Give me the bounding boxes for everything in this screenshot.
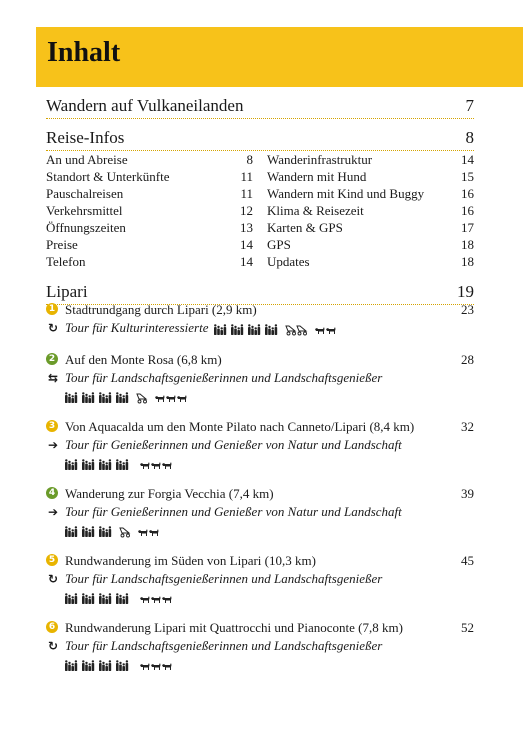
- tour-description: Tour für Landschaftsgenießerinnen und Landschaftsgenießer: [65, 571, 383, 586]
- tour-number-badge: 2: [46, 353, 58, 365]
- family-icon: [82, 392, 94, 403]
- family-icon: [65, 660, 77, 671]
- toc-entry[interactable]: [46, 185, 253, 202]
- family-icon: [99, 526, 111, 537]
- toc-entry-page: 11: [240, 186, 253, 201]
- toc-entry-page: 12: [240, 203, 253, 218]
- buggy-icon: [286, 326, 296, 335]
- toc-section-reise-infos[interactable]: [46, 128, 474, 148]
- dog-icon: [155, 395, 165, 402]
- dog-icon: [166, 395, 176, 402]
- toc-entry[interactable]: [267, 168, 474, 185]
- toc-entry[interactable]: [46, 236, 253, 253]
- rating: [65, 388, 191, 405]
- dog-icon: [138, 529, 148, 536]
- difficulty-rating-icons: [65, 658, 173, 673]
- family-icon: [99, 392, 111, 403]
- toc-entry-label: Wandern mit Hund: [267, 169, 367, 184]
- tour-title: Rundwanderung im Süden von Lipari (10,3 km): [65, 553, 316, 568]
- tour-title: Rundwanderung Lipari mit Quattrocchi und Pianoconte (7,8 km): [65, 620, 403, 635]
- toc-section-wandern[interactable]: [46, 96, 474, 116]
- rating-inline: [214, 320, 340, 335]
- toc-entry[interactable]: [46, 151, 253, 168]
- loop-icon: ↻: [47, 321, 59, 335]
- tour-description-row: [46, 570, 474, 588]
- tour-page: 52: [461, 620, 474, 635]
- family-icon: [214, 324, 226, 335]
- tour-description-wrap: [65, 319, 340, 337]
- toc-entry-label: Verkehrsmittel: [46, 203, 123, 218]
- tour-title-row: [46, 301, 474, 318]
- tour-rating-row: [46, 455, 474, 471]
- tour-description-wrap: [65, 570, 382, 588]
- rating: [65, 522, 163, 539]
- toc-entry-page: 14: [240, 254, 253, 269]
- toc-entry-page: 17: [461, 220, 474, 235]
- page-title: Inhalt: [47, 37, 121, 68]
- tour-description: Tour für Genießerinnen und Genießer von Natur und Landschaft: [65, 504, 402, 519]
- tour-number-badge: 3: [46, 420, 58, 432]
- section-page: 7: [465, 96, 474, 115]
- dog-icon: [151, 462, 161, 469]
- tour-rating-row: [46, 388, 474, 404]
- toc-entry-page: 14: [240, 237, 253, 252]
- toc-entry-label: Standort & Unterkünfte: [46, 169, 170, 184]
- toc-entry[interactable]: [267, 219, 474, 236]
- tour-number-badge: 1: [46, 303, 58, 315]
- section-page: 8: [465, 128, 474, 147]
- toc-entry-label: Preise: [46, 237, 78, 252]
- toc-entry-page: 11: [240, 169, 253, 184]
- tour-entry[interactable]: [46, 552, 474, 605]
- toc-entry-page: 15: [461, 169, 474, 184]
- toc-entry-page: 13: [240, 220, 253, 235]
- dog-icon: [140, 462, 150, 469]
- toc-entry-page: 18: [461, 254, 474, 269]
- section-label: Wandern auf Vulkaneilanden: [46, 96, 244, 115]
- tour-description-row: [46, 637, 474, 655]
- tour-description-wrap: [65, 503, 402, 521]
- toc-entry[interactable]: [46, 168, 253, 185]
- toc-entry-page: 8: [246, 152, 253, 167]
- dog-icon: [151, 663, 161, 670]
- toc-entry-page: 18: [461, 237, 474, 252]
- tour-title-row: [46, 418, 474, 435]
- toc-entry-label: Klima & Reisezeit: [267, 203, 364, 218]
- section-label: Lipari: [46, 282, 88, 301]
- chapter-header: [36, 27, 523, 87]
- tour-description: Tour für Landschaftsgenießerinnen und Landschaftsgenießer: [65, 370, 383, 385]
- tour-number-badge: 6: [46, 621, 58, 633]
- tour-title: Auf den Monte Rosa (6,8 km): [65, 352, 222, 367]
- dog-icon: [177, 395, 187, 402]
- tour-title: Stadtrundgang durch Lipari (2,9 km): [65, 302, 257, 317]
- tour-page: 45: [461, 553, 474, 568]
- toc-entry-label: Telefon: [46, 254, 86, 269]
- toc-entry[interactable]: [267, 185, 474, 202]
- tour-description: Tour für Genießerinnen und Genießer von Natur und Landschaft: [65, 437, 402, 452]
- tour-description-row: [46, 436, 474, 454]
- tour-rating-row: [46, 522, 474, 538]
- tour-title-row: [46, 619, 474, 636]
- family-icon: [248, 324, 260, 335]
- one-way-icon: ➔: [47, 505, 59, 519]
- reise-infos-left-column: [46, 151, 253, 270]
- family-icon: [82, 459, 94, 470]
- toc-entry[interactable]: [46, 253, 253, 270]
- tour-rating-row: [46, 656, 474, 672]
- tour-number-badge: 5: [46, 554, 58, 566]
- dog-icon: [162, 663, 172, 670]
- family-icon: [116, 459, 128, 470]
- tour-page: 39: [461, 486, 474, 501]
- family-icon: [116, 660, 128, 671]
- tour-entry[interactable]: [46, 301, 474, 337]
- dog-icon: [326, 327, 336, 334]
- family-icon: [82, 593, 94, 604]
- buggy-icon: [120, 528, 130, 537]
- toc-entry-label: GPS: [267, 237, 291, 252]
- tour-title: Von Aquacalda um den Monte Pilato nach Canneto/Lipari (8,4 km): [65, 419, 415, 434]
- tour-description-wrap: [65, 436, 402, 454]
- dog-icon: [149, 529, 159, 536]
- toc-entry-page: 16: [461, 203, 474, 218]
- tour-description-row: [46, 369, 474, 387]
- family-icon: [99, 660, 111, 671]
- family-icon: [82, 660, 94, 671]
- rating: [65, 656, 173, 673]
- family-icon: [116, 392, 128, 403]
- toc-entry-label: Updates: [267, 254, 310, 269]
- toc-entry[interactable]: [46, 219, 253, 236]
- section-label: Reise-Infos: [46, 128, 125, 147]
- tour-page: 28: [461, 352, 474, 367]
- toc-entry[interactable]: [46, 202, 253, 219]
- tour-description-wrap: [65, 369, 382, 387]
- rating: [65, 589, 173, 606]
- tour-description-row: [46, 319, 474, 337]
- tour-page: 23: [461, 302, 474, 317]
- tour-description-row: [46, 503, 474, 521]
- tour-title-row: [46, 485, 474, 502]
- section-page: 19: [457, 282, 474, 301]
- toc-entry[interactable]: [267, 202, 474, 219]
- tour-description-wrap: [65, 637, 382, 655]
- tour-entry[interactable]: [46, 485, 474, 538]
- dotted-rule: [46, 118, 474, 119]
- toc-section-lipari[interactable]: [46, 282, 474, 302]
- toc-entry-label: Wandern mit Kind und Buggy: [267, 186, 425, 201]
- tour-number-badge: 4: [46, 487, 58, 499]
- tour-title: Wanderung zur Forgia Vecchia (7,4 km): [65, 486, 274, 501]
- reise-infos-right-column: [267, 151, 474, 270]
- loop-icon: ↻: [47, 639, 59, 653]
- toc-entry-label: Öffnungszeiten: [46, 220, 126, 235]
- toc-entry-label: An und Abreise: [46, 152, 128, 167]
- family-icon: [99, 459, 111, 470]
- tour-description: Tour für Kulturinteressierte: [65, 320, 209, 335]
- tour-entry[interactable]: [46, 418, 474, 471]
- toc-entry[interactable]: [267, 236, 474, 253]
- dog-icon: [140, 596, 150, 603]
- family-icon: [265, 324, 277, 335]
- tour-rating-row: [46, 589, 474, 605]
- out-and-back-icon: ⇆: [47, 371, 59, 385]
- family-icon: [65, 526, 77, 537]
- family-icon: [65, 459, 77, 470]
- one-way-icon: ➔: [47, 438, 59, 452]
- buggy-icon: [297, 326, 307, 335]
- toc-entry-label: Karten & GPS: [267, 220, 343, 235]
- family-icon: [82, 526, 94, 537]
- rating: [65, 455, 173, 472]
- toc-entry-page: 16: [461, 186, 474, 201]
- tour-page: 32: [461, 419, 474, 434]
- difficulty-rating-icons: [65, 524, 163, 539]
- loop-icon: ↻: [47, 572, 59, 586]
- family-icon: [65, 593, 77, 604]
- difficulty-rating-icons: [65, 390, 191, 405]
- toc-entry[interactable]: [267, 151, 474, 168]
- dog-icon: [162, 462, 172, 469]
- dog-icon: [315, 327, 325, 334]
- family-icon: [99, 593, 111, 604]
- buggy-icon: [137, 394, 147, 403]
- dog-icon: [140, 663, 150, 670]
- tour-entry[interactable]: [46, 351, 474, 404]
- tour-entry[interactable]: [46, 619, 474, 672]
- toc-entry-label: Pauschalreisen: [46, 186, 124, 201]
- toc-entry-page: 14: [461, 152, 474, 167]
- toc-entry-label: Wanderinfrastruktur: [267, 152, 373, 167]
- family-icon: [116, 593, 128, 604]
- tour-title-row: [46, 552, 474, 569]
- difficulty-rating-icons: [65, 591, 173, 606]
- family-icon: [65, 392, 77, 403]
- family-icon: [231, 324, 243, 335]
- toc-entry[interactable]: [267, 253, 474, 270]
- difficulty-rating-icons: [65, 457, 173, 472]
- tour-description: Tour für Landschaftsgenießerinnen und Landschaftsgenießer: [65, 638, 383, 653]
- difficulty-rating-icons: [214, 322, 340, 337]
- tour-title-row: [46, 351, 474, 368]
- dog-icon: [151, 596, 161, 603]
- dog-icon: [162, 596, 172, 603]
